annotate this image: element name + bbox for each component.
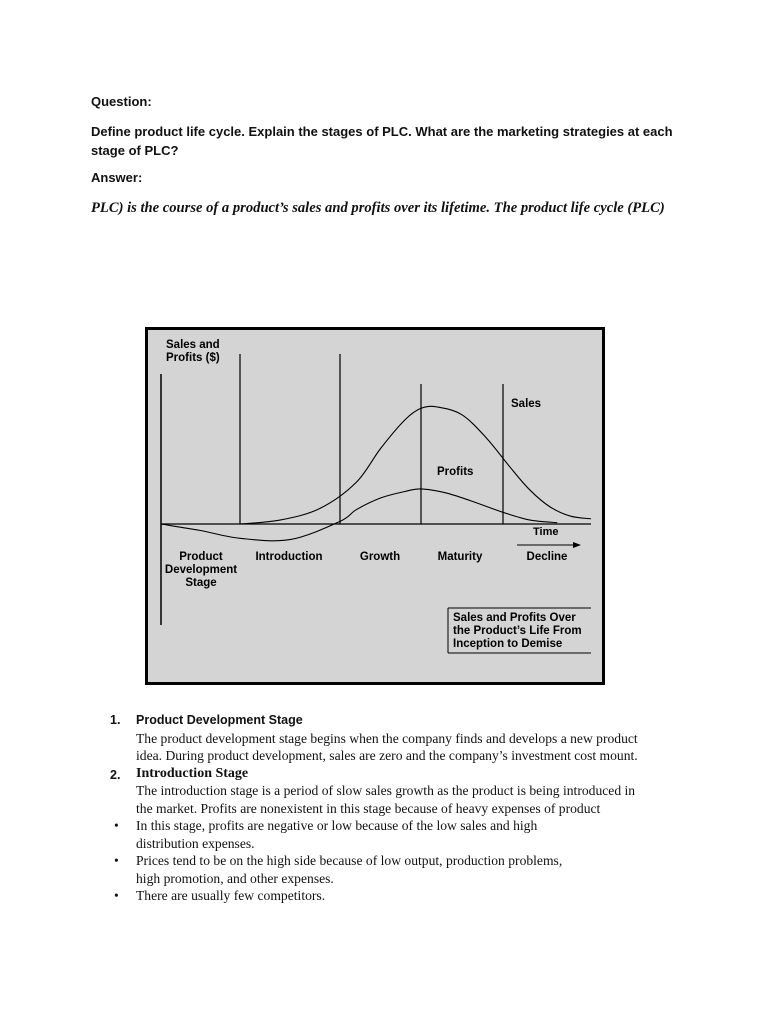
- list-number: 1.: [110, 713, 121, 727]
- bullet-icon: •: [114, 888, 119, 903]
- paragraph-line: The product development stage begins when the company finds and develops a new product: [136, 730, 638, 746]
- list-item-introduction: [110, 765, 710, 818]
- bullet-line: There are usually few competitors.: [136, 888, 326, 903]
- bullet-item: [110, 852, 710, 887]
- stage-label-product-development-line1: Product: [179, 551, 223, 563]
- legend-box-line1: Sales and Profits Over: [453, 612, 576, 624]
- stage-label-maturity: Maturity: [437, 551, 483, 563]
- list-item-product-development: [110, 712, 710, 765]
- stage-heading-product-development: Product Development Stage: [136, 713, 303, 727]
- stage-label-product-development-line3: Stage: [185, 577, 217, 589]
- question-text: Define product life cycle. Explain the stages of PLC. What are the marketing strategies at each stage of PLC?: [91, 124, 673, 158]
- stage-label-product-development-line2: Development: [164, 564, 238, 576]
- answer-label: Answer:: [91, 170, 143, 185]
- y-axis-label-line2: Profits ($): [166, 352, 220, 364]
- bullet-icon: •: [114, 818, 119, 833]
- legend-box-line3: Inception to Demise: [453, 638, 563, 650]
- question-label: Question:: [91, 94, 152, 109]
- bullet-icon: •: [114, 853, 119, 868]
- bullet-line: high promotion, and other expenses.: [136, 870, 334, 886]
- stage-heading-introduction: Introduction Stage: [136, 765, 249, 781]
- plc-chart: [145, 327, 605, 685]
- bullet-item: [110, 817, 710, 852]
- bullet-line: In this stage, profits are negative or low because of the low sales and high: [136, 818, 538, 833]
- list-number: 2.: [110, 767, 121, 782]
- paragraph-line: idea. During product development, sales are zero and the company’s investment cost mount.: [136, 748, 638, 763]
- sales-label: Sales: [511, 398, 542, 410]
- answer-text: PLC) is the course of a product’s sales and profits over its lifetime. The product life cycle (PLC): [91, 200, 665, 216]
- paragraph-line: the market. Profits are nonexistent in this stage because of heavy expenses of product: [136, 800, 601, 816]
- bullet-line: Prices tend to be on the high side because of low output, production problems,: [136, 853, 563, 868]
- stage-label-introduction: Introduction: [255, 551, 323, 563]
- bullet-line: distribution expenses.: [136, 835, 255, 851]
- profits-label: Profits: [437, 466, 474, 478]
- stage-label-decline: Decline: [526, 551, 568, 563]
- bullet-item: [110, 887, 710, 905]
- time-label: Time: [533, 526, 559, 538]
- legend-box-line2: the Product’s Life From: [453, 625, 582, 637]
- stage-label-growth: Growth: [359, 551, 401, 563]
- paragraph-line: The introduction stage is a period of slow sales growth as the product is being introduced in: [136, 783, 636, 798]
- stages-list: [110, 712, 710, 905]
- y-axis-label-line1: Sales and: [166, 339, 220, 351]
